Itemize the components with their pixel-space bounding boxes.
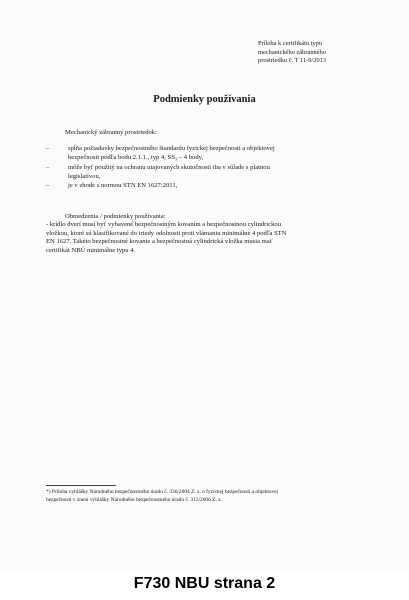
section-1-heading: Mechanický zábranný prostriedok: [65, 129, 157, 136]
page-title: Podmienky používania [153, 94, 256, 105]
footnote-line-1: *) Príloha vyhlášky Národného bezpečnostného úradu č. 336/2004 Z. z. o fyzickej bezpečnosti a objektovej [46, 489, 279, 495]
item-1-line-1: spĺňa požiadavky bezpečnostného štandardu fyzickej bezpečnosti a objektovej [68, 145, 275, 152]
footnote-divider [46, 485, 116, 486]
item-1-line-2: bezpečnosti podľa bodu 2.1.1., typ 4, SS₃ – 4 body, [68, 153, 204, 161]
conditions-line-2: vložkou, ktoré sú klasifikované do triedy odolnosti proti vlámaniu minimálne 4 podľa STN [46, 229, 287, 237]
list-item [68, 164, 368, 181]
footnote [46, 489, 364, 504]
bullet-marker: – [46, 182, 50, 189]
page-caption: F730 NBU strana 2 [133, 575, 276, 592]
conditions-line-3: EN 1627. Takéto bezpečnostné kovanie a bezpečnostná cylindrická vložka musia mať [46, 238, 273, 246]
conditions-paragraph [46, 221, 368, 255]
item-2-line-1: môže byť použitý na ochranu utajovaných skutočností iba v súlade s platnou [68, 164, 270, 171]
footnote-line-2: bezpečnosti v znení vyhlášky Národného bezpečnostného úradu č. 315/2006 Z. z. [46, 496, 222, 503]
section-2-heading: Obmedzenia / podmienky používania: [65, 213, 166, 220]
conditions-line-4: certifikát NBÚ minimálne typu 4. [46, 246, 136, 254]
bullet-marker: – [46, 145, 50, 152]
list-item [68, 182, 368, 191]
list-item [68, 145, 368, 162]
conditions-line-1: - krídlo dverí musí byť vybavené bezpečnostným kovaním a bezpečnostnou cylindrickou [46, 221, 282, 228]
attachment-line-2: mechanického zábranného [258, 48, 326, 56]
attachment-line-3: prostriedku č. T 11-9/2013 [258, 57, 327, 65]
item-2-line-2: legislatívou, [68, 172, 101, 180]
bullet-marker: – [46, 164, 50, 171]
item-3-line-1: je v zhode s normou STN EN 1627:2011, [68, 182, 178, 189]
attachment-reference [258, 40, 378, 66]
attachment-line-1: Príloha k certifikátu typu [258, 40, 323, 47]
